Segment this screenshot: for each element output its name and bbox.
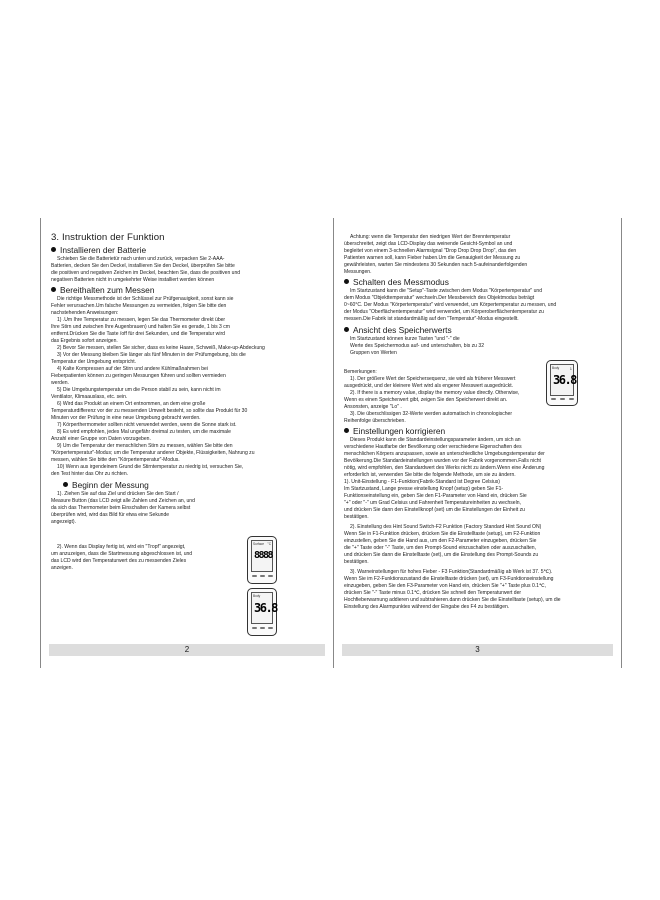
section-heading-settings: Einstellungen korrigieren xyxy=(344,426,613,436)
text-line: bestätigen. xyxy=(344,514,369,521)
text-line: 6) Wird das Produkt an einem Ort entnommen, an dem eine große xyxy=(57,401,206,408)
text-line: den Test hinter das Ohr zu richten. xyxy=(51,471,129,478)
mode-label: Surface xyxy=(253,542,264,546)
plus-button-icon xyxy=(268,575,273,577)
right-page-content xyxy=(344,234,613,611)
text-line: "+" oder "-" um Grad Celsius und Fahrenheit Temperatureinheiten zu wechseln, xyxy=(344,500,521,507)
text-line: 1). Ziehen Sie auf das Ziel und drücken Sie den Start / xyxy=(57,490,179,497)
text-line: Gruppen von Werten xyxy=(350,349,397,356)
text-line: da sich das Thermometer beim Einschalten der Kamera selbst xyxy=(51,504,191,511)
text-line: das LCD wird den Temperaturwert des zu messenden Zieles xyxy=(51,557,187,564)
text-line: negativen Batterien nicht in umgekehrter Weise installiert werden können xyxy=(51,277,215,283)
text-line: Achtung: wenn die Temperatur den niedrigen Wert der Brenntemperatur xyxy=(350,234,511,240)
text-line: nötig, wird empfohlen, den Standardwert des Werks nicht zu ändern.Wenn eine Änderung xyxy=(344,465,545,472)
text-line: Werte des Speichermodus auf- und unterschalten, bis zu 32 xyxy=(350,342,485,349)
text-line: 9) Um die Temperatur der menschlichen Stirn zu messen, wählen Sie bitte den xyxy=(57,443,233,450)
text-line: bestätigen. xyxy=(344,559,369,566)
thermometer-all-segments-image xyxy=(247,536,277,584)
text-line: Minuten vor der Prüfung in eine neue Umgebung gebracht werden. xyxy=(51,415,201,422)
page-number-bar: 2 xyxy=(49,644,325,656)
lcd-screen xyxy=(251,592,277,624)
text-line: Wenn Sie im F2-Funktionszustand die Einstelltaste drücken (set), um F3-Funktionseinstellung xyxy=(344,576,554,583)
lcd-digits: 36.8 xyxy=(553,373,576,387)
text-line: 3). Warneinstellungen für hohes Fieber - F3 Funktion(Standardmäßig ab Werk ist 37. 5℃). xyxy=(350,569,553,576)
mode-label: Body xyxy=(552,366,560,370)
text-line: begleitet von einem 3-schnellen Alarmsignal "Drop Drop Drop Drop", das den xyxy=(344,248,517,254)
lcd-screen xyxy=(550,364,574,396)
text-line: Einstellung des Alarmpunktes während der Eingabe des F4 zu bestätigen. xyxy=(344,604,510,611)
lcd-screen xyxy=(251,540,273,572)
lcd-digits: 8888 xyxy=(254,550,273,561)
text-line: gewährleisten, warten Sie mindestens 30 Sekunden nach 5-aufeinanderfolgenden xyxy=(344,262,528,268)
text-line: einzustellen, geben Sie die Hand aus, um den F2-Parameter einzugeben, drücken Sie xyxy=(344,538,537,545)
bullet-icon xyxy=(344,428,349,433)
left-page-content xyxy=(51,232,325,572)
text-line: Bemerkungen: xyxy=(344,368,377,375)
bullet-icon xyxy=(63,482,68,487)
text-line: 8) Es wird empfohlen, jedes Mal ungefähr dreimal zu testen, um die maximale xyxy=(57,429,231,436)
text-line: überschreitet, zeigt das LCD-Display das weinende Gesicht-Symbol an und xyxy=(344,241,513,247)
text-line: 2). Wenn das Display fertig ist, wird ein "Tropf" angezeigt, xyxy=(57,543,186,550)
text-line: das Ergebnis sofort anzeigen. xyxy=(51,338,118,345)
text-line: menschlichen Körpers anzupassen, sowie an unterschiedliche Umgebungstemperatur der xyxy=(344,451,545,458)
text-line: 1) .Um Ihre Temperatur zu messen, legen Sie das Thermometer direkt über xyxy=(57,317,226,324)
plus-button-icon xyxy=(268,627,273,629)
text-line: 7) Körperthermometer sollten nicht verwendet werden, wenn die Sonne stark ist. xyxy=(57,422,237,429)
text-line: werden. xyxy=(51,380,69,387)
plus-button-icon xyxy=(569,398,574,400)
text-line: überprüfen wird, wird das Bild für etwa eine Sekunde xyxy=(51,511,170,518)
thermometer-memory-image xyxy=(546,360,578,406)
setup-button-icon xyxy=(260,627,265,629)
text-line: und drücken Sie dann die Einstelltaste (set), um die Einstellung des Prompt-Sounds zu xyxy=(344,552,539,559)
text-line: Dieses Produkt kann die Standardeinstellungsparameter ändern, um sich an xyxy=(350,437,521,444)
text-line: Ventilator, Klimaauslass, etc. sein. xyxy=(51,394,128,401)
minus-button-icon xyxy=(252,627,257,629)
text-line: Wenn es einen Speicherwert gibt, zeigen Sie den Speicherwert direkt an. xyxy=(344,396,508,403)
lcd-digits: 36.8 xyxy=(254,601,277,615)
text-line: Im Startzustand kann die "Setup"-Taste zwischen dem Modus "Körpertemperatur" und xyxy=(350,288,543,295)
text-line: messen, wählen Sie bitte den "Körpertemperatur"-Modus. xyxy=(51,457,180,464)
text-line: angezeigt). xyxy=(51,518,76,525)
text-line: Batterien, decken Sie den Deckel, installieren Sie den Deckel, überprüfen Sie bitte xyxy=(51,263,235,269)
section-heading-preparation: Bereithalten zum Messen xyxy=(51,285,325,295)
text-line: 2). If there is a memory value, display the memory value directly. Otherwise, xyxy=(350,389,520,396)
text-line: 3) Vor der Messung bleiben Sie länger als fünf Minuten in der Prüfumgebung, bis die xyxy=(57,352,246,359)
section-heading-battery: Installieren der Batterie xyxy=(51,245,325,255)
text-line: ausgedrückt, und der kleinere Wert wird als engerer Messwert ausgedrückt. xyxy=(344,382,514,389)
text-line: 10) Wenn aus irgendeinem Grund die Stirntemperatur zu niedrig ist, versuchen Sie, xyxy=(57,464,244,471)
text-line: Wenn Sie in F1-Funktion drücken, drücken Sie die Einstelltaste (setup), um F2-Funktion xyxy=(344,531,541,538)
bullet-icon xyxy=(344,327,349,332)
text-line: nachstehenden Anweisungen: xyxy=(51,310,119,317)
text-line: die positiven und negativen Zeichen im Deckel, beachten Sie, dass die positiven und xyxy=(51,270,241,276)
text-line: erforderlich ist, verwenden Sie bitte die folgende Methode, um sie zu ändern. xyxy=(344,472,516,479)
text-line: die "+" Taste oder "-" Taste, um den Prompt-Sound einzuschalten oder auszuschalten, xyxy=(344,545,537,552)
text-line: Ansonsten, anzeige "Lo" . xyxy=(344,403,402,410)
thermometer-reading-image xyxy=(247,588,277,636)
text-line: Im Startzustand, Lange presse einstellung Knopf (setup) geben Sie F1- xyxy=(344,486,504,493)
text-line: Patienten warnen soll, kann Fieber haben.Um die Genauigkeit der Messung zu xyxy=(344,255,521,261)
chapter-title: 3. Instruktion der Funktion xyxy=(51,232,165,243)
text-line: dem Modus "Objekttemperatur" wechseln.Der Messbereich des Objektmodus beträgt xyxy=(344,295,535,302)
section-heading-switch-mode: Schalten des Messmodus xyxy=(344,277,613,287)
text-line: 2) Bevor Sie messen, stellen Sie sicher, dass es keine Haare, Schweiß, Make-up-Abdeckung xyxy=(57,345,265,352)
text-line: Messungen. xyxy=(344,269,372,275)
text-line: der Modus "Oberflächentemperatur" wird verwendet, um Körperoberflächentemperatur zu xyxy=(344,309,544,316)
memory-index: 1 xyxy=(569,366,572,371)
text-line: Die richtige Messmethode ist der Schlüssel zur Prüfgenauigkeit, sonst kann sie xyxy=(57,296,234,303)
right-page xyxy=(333,218,622,668)
left-page xyxy=(40,218,333,668)
minus-button-icon xyxy=(252,575,257,577)
text-line: 0~60°C. Der Modus "Körpertemperatur" wird verwendet, um Körpertemperatur zu messen, und xyxy=(344,302,557,309)
mode-label: Body xyxy=(253,594,261,598)
text-line: Fehler verursachen.Um falsche Messungen zu vermeiden, folgen Sie bitte den xyxy=(51,303,227,310)
section-heading-start-measure: Beginn der Messung xyxy=(63,480,325,490)
text-line: 1). Der größere Wert der Speichersequenz, sie wird als früherer Messwert xyxy=(350,375,516,382)
text-line: messen.Die Fabrik ist standardmäßig auf den "Temperatur"-Modus eingestellt. xyxy=(344,316,519,323)
text-line: "Körpertemperatur"-Modus; um die Temperatur anderer Objekte, Flüssigkeiten, Nahrung zu xyxy=(51,450,255,457)
text-line: Reihenfolge überschrieben. xyxy=(344,417,406,424)
text-line: Measure Button (das LCD zeigt alle Zahlen und Zeichen an, und xyxy=(51,497,195,504)
text-line: Temperatur der Umgebung entspricht. xyxy=(51,359,136,366)
setup-button-icon xyxy=(260,575,265,577)
text-line: Ihre Stirn und zwischen Ihre Augenbrauen) und halten Sie es gerade, 1 bis 3 cm xyxy=(51,324,230,331)
bullet-icon xyxy=(51,247,56,252)
text-line: 4) Kalte Kompressen auf der Stirn und andere Kühlmaßnahmen bei xyxy=(57,366,208,373)
text-line: 1). Unit-Einstellung - F1-Funktion(Fabrik-Standard ist Degree Celsius) xyxy=(344,479,500,486)
section-heading-memory: Ansicht des Speicherwerts xyxy=(344,325,613,335)
text-line: Funktionseinstellung ein, geben Sie den F1-Parameter von Hand ein, drücken Sie xyxy=(344,493,527,500)
text-line: 5) Die Umgebungstemperatur um die Person stabil zu sein, kann nicht im xyxy=(57,387,221,394)
text-line: Hochfieberwarnung addieren und subtrahieren.dann drücken Sie die Einstelltaste (setup), um die xyxy=(344,597,561,604)
text-line: um anzuzeigen, dass die Startmessung abgeschlossen ist, und xyxy=(51,550,193,557)
text-line: drücken Sie "-" Taste minus 0.1℃, drücken Sie schnell den Temperaturwert der xyxy=(344,590,522,597)
bullet-icon xyxy=(344,279,349,284)
page-number-bar: 3 xyxy=(342,644,613,656)
unit-label: °C xyxy=(267,542,271,546)
text-line: anzeigen. xyxy=(51,564,73,571)
text-line: Anzahl einer Gruppe von Daten vorzugeben. xyxy=(51,436,151,443)
text-line: 3). Die überschlissigen 32-Werte werden automatisch in chronologischer xyxy=(350,410,513,417)
text-line: Bevölkerung.Die Standardeinstellungen wurden vor der Fabrik vorgenommen.Falls nicht xyxy=(344,458,541,465)
text-line: Schieben Sie die Batterietür nach unten und zurück, verpacken Sie 2-AAA- xyxy=(57,256,225,262)
text-line: Fieberpatienten können zu geringen Messungen führen und sollten vermieden xyxy=(51,373,226,380)
text-line: einzugeben, geben Sie den F3-Parameter von Hand ein, drücken Sie "+" Taste plus 0.1℃, xyxy=(344,583,547,590)
text-line: und drücken Sie dann den Einstellknopf (set) um die Einstellungen der Einheit zu xyxy=(344,507,525,514)
text-line: Temperaturdifferenz vor der zu messenden Umwelt besteht, so sollte das Produkt für 30 xyxy=(51,408,248,415)
text-line: Im Startzustand können kurze Tasten "und "-" die xyxy=(350,335,460,342)
setup-button-icon xyxy=(560,398,565,400)
text-line: 2). Einstellung des Hint Sound Switch-F2 Funktion (Factory Standard Hint Sound ON) xyxy=(350,524,542,531)
text-line: entfernt.Drücken Sie die Taste /off für drei Sekunden, und die Temperatur wird xyxy=(51,331,225,338)
bullet-icon xyxy=(51,287,56,292)
minus-button-icon xyxy=(551,398,556,400)
text-line: verschiedene Hautfarbe der Bevölkerung oder verschiedene Eigenschaften des xyxy=(344,444,522,451)
